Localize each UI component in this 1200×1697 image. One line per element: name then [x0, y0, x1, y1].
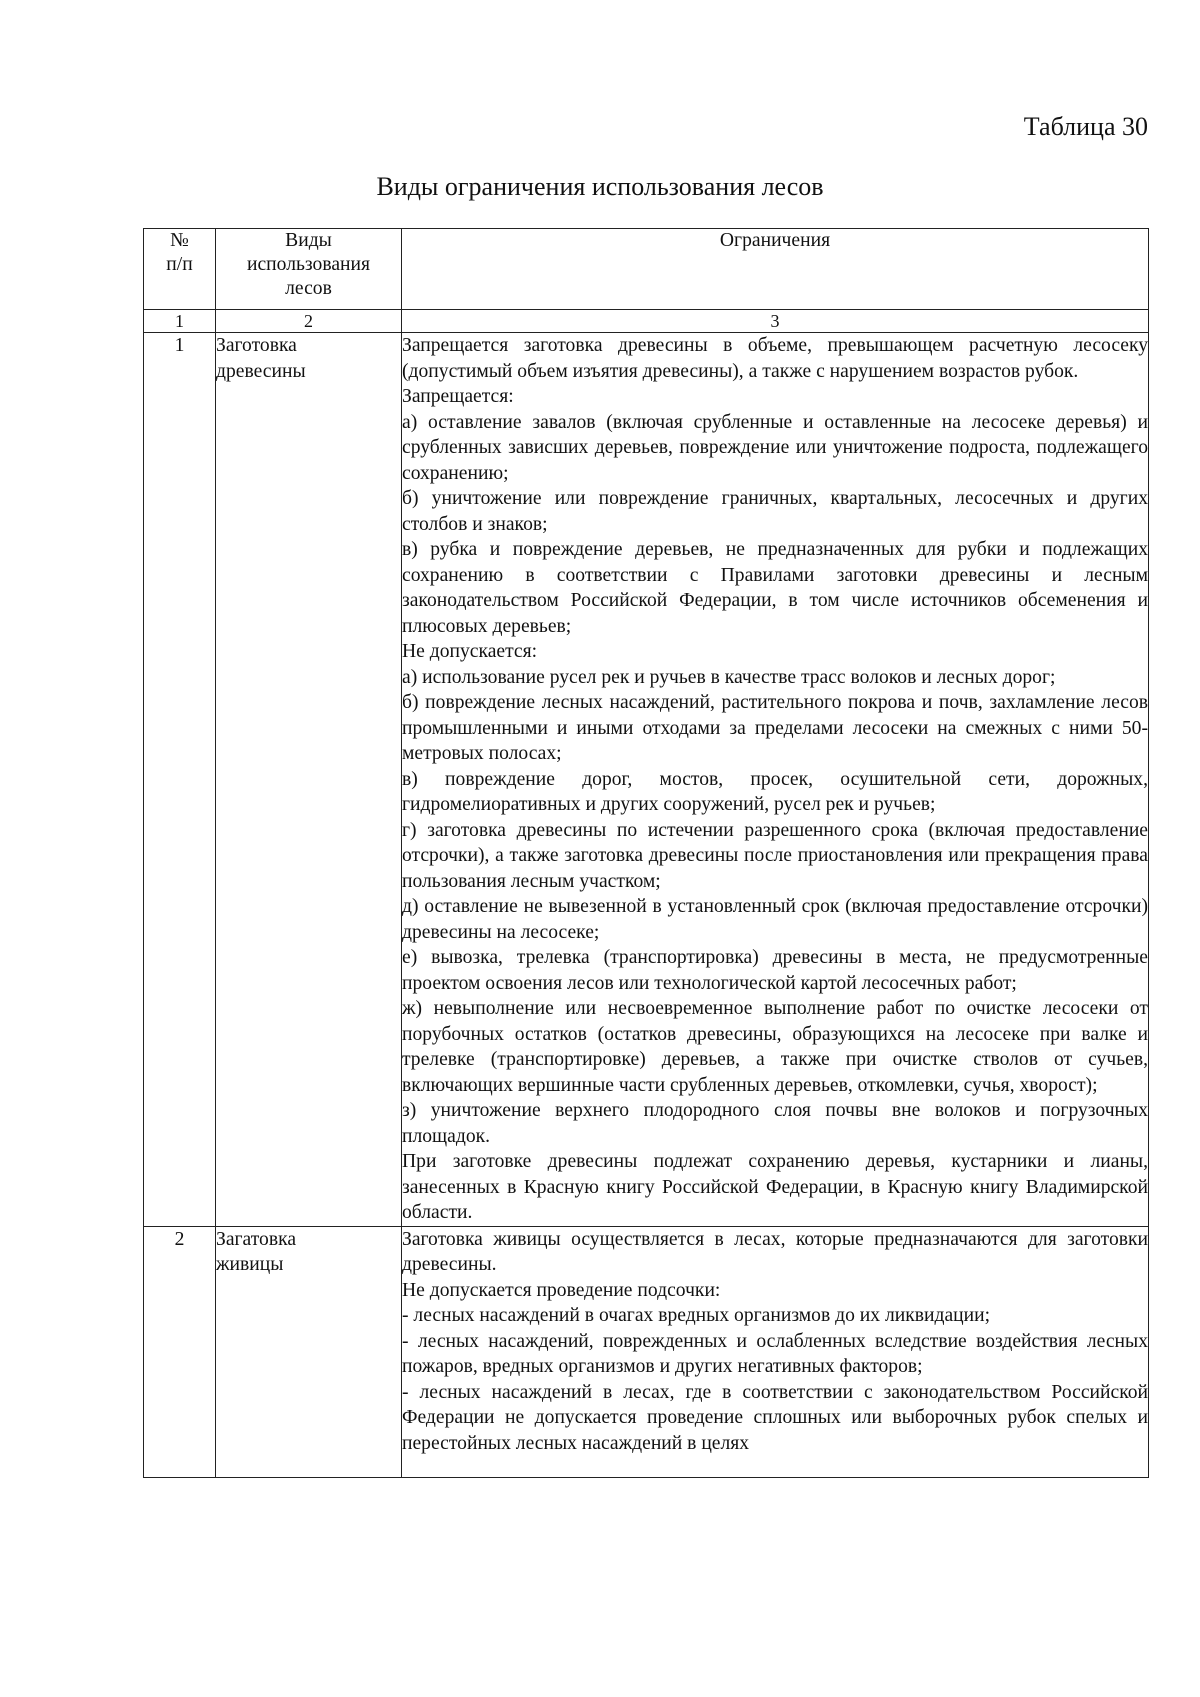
row-restrictions: [402, 333, 1149, 1227]
document-title: Виды ограничения использования лесов: [376, 172, 824, 201]
row-number: 1: [144, 333, 216, 1227]
restriction-paragraph: При заготовке древесины подлежат сохранению деревья, кустарники и лианы, занесенных в Красную книгу Российской Федерации, в Красную книгу Владимирской области.: [402, 1151, 1148, 1223]
header-use-type: [216, 229, 402, 310]
restriction-paragraph: Запрещается:: [402, 386, 514, 407]
table-label: Таблица 30: [1023, 112, 1148, 141]
restriction-paragraph: - лесных насаждений в очагах вредных организмов до их ликвидации;: [402, 1305, 991, 1326]
use-type-line: древесины: [216, 360, 306, 382]
row-restrictions: [402, 1226, 1149, 1477]
restriction-paragraph: Не допускается проведение подсочки:: [402, 1279, 721, 1301]
header-use-type-line: Виды: [285, 230, 332, 251]
restriction-paragraph: ж) невыполнение или несвоевременное выполнение работ по очистке лесосеки от порубочных остатков (остатков древесины, образующихся на лесосеке при валке и трелевке (транспортировке) деревьев, а также при очистке стволов от сучьев, включающих вершинные части срубленных деревьев, откомлевки, сучья, хворост);: [402, 998, 1148, 1096]
restriction-paragraph: Запрещается заготовка древесины в объеме, превышающем расчетную лесосеку (допустимый объем изъятия древесины), а также с нарушением возрастов рубок.: [402, 335, 1148, 382]
restriction-paragraph: Заготовка живицы осуществляется в лесах, которые предназначаются для заготовки древесины.: [402, 1228, 1148, 1275]
restriction-paragraph: д) оставление не вывезенной в установленный срок (включая предоставление отсрочки) древесины на лесосеке;: [402, 896, 1148, 943]
column-number: 3: [402, 310, 1149, 333]
table-header-row: [144, 229, 1149, 310]
restriction-paragraph: - лесных насаждений в лесах, где в соответствии с законодательством Российской Федерации не допускается проведение сплошных или выборочных рубок спелых и перестойных лесных насаждений в целях: [402, 1381, 1148, 1454]
row-use-type: [216, 1226, 402, 1477]
header-number-line: п/п: [166, 254, 193, 275]
use-type-line: Загатовка: [216, 1228, 297, 1250]
restriction-paragraph: б) повреждение лесных насаждений, растительного покрова и почв, захламление лесов промышленными и иными отходами за пределами лесосеки на смежных с ними 50-метровых полосах;: [402, 692, 1148, 764]
restriction-paragraph: в) повреждение дорог, мостов, просек, осушительной сети, дорожных, гидромелиоративных и других сооружений, русел рек и ручьев;: [402, 768, 1148, 815]
use-type-line: Заготовка: [216, 335, 297, 356]
use-type-line: живицы: [216, 1254, 284, 1275]
header-restrictions: Ограничения: [402, 229, 1149, 310]
restriction-paragraph: Не допускается:: [402, 641, 538, 662]
column-number: 1: [144, 310, 216, 333]
table-row: [144, 333, 1149, 1227]
restriction-paragraph: а) использование русел рек и ручьев в качестве трасс волоков и лесных дорог;: [402, 666, 1056, 688]
row-use-type: [216, 333, 402, 1227]
restriction-paragraph: б) уничтожение или повреждение граничных, квартальных, лесосечных и других столбов и знаков;: [402, 488, 1148, 535]
restriction-paragraph: - лесных насаждений, поврежденных и ослабленных вследствие воздействия лесных пожаров, вредных организмов и других негативных факторов;: [402, 1330, 1148, 1377]
restrictions-continued-box: [402, 1227, 1148, 1477]
header-number: [144, 229, 216, 310]
table-row: [144, 1226, 1149, 1477]
restriction-paragraph: в) рубка и повреждение деревьев, не предназначенных для рубки и подлежащих сохранению в соответствии с Правилами заготовки древесины и лесным законодательством Российской Федерации, в том числе источников обсеменения и плюсовых деревьев;: [402, 539, 1148, 637]
header-number-line: №: [170, 230, 189, 251]
restriction-paragraph: е) вывозка, трелевка (транспортировка) древесины в места, не предусмотренные проектом освоения лесов или технологической картой лесосечных работ;: [402, 947, 1148, 994]
column-number: 2: [216, 310, 402, 333]
restriction-paragraph: г) заготовка древесины по истечении разрешенного срока (включая предоставление отсрочки), а также заготовка древесины после приостановления или прекращения права пользования лесным участком;: [402, 819, 1148, 892]
restriction-paragraph: а) оставление завалов (включая срубленные и оставленные на лесосеке деревья) и срубленных зависших деревьев, повреждение или уничтожение подроста, подлежащего сохранению;: [402, 411, 1148, 484]
column-numbering-row: [144, 310, 1149, 333]
header-use-type-line: использования: [246, 254, 371, 275]
restrictions-table: [143, 228, 1149, 1478]
restriction-paragraph: з) уничтожение верхнего плодородного слоя почвы вне волоков и погрузочных площадок.: [402, 1100, 1148, 1147]
header-use-type-line: лесов: [285, 278, 332, 299]
row-number: 2: [144, 1226, 216, 1477]
